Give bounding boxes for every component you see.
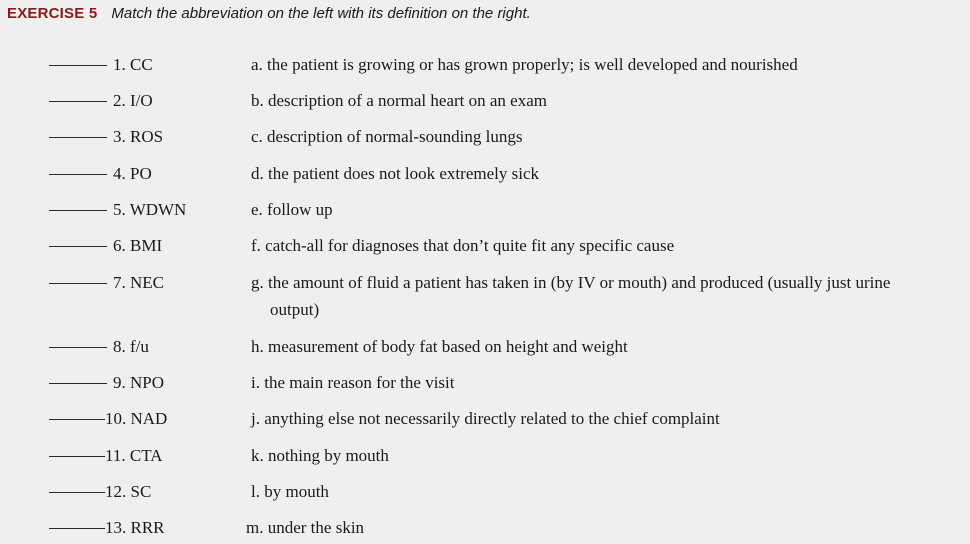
answer-blank[interactable] xyxy=(49,283,107,284)
answer-blank[interactable] xyxy=(49,65,107,66)
abbreviation: 1. CC xyxy=(113,55,153,74)
abbreviation: 10. NAD xyxy=(105,409,168,428)
answer-blank[interactable] xyxy=(49,419,105,420)
definition: c. description of normal-sounding lungs xyxy=(251,127,523,146)
answer-blank[interactable] xyxy=(49,347,107,348)
answer-blank[interactable] xyxy=(49,210,107,211)
definition: m. under the skin xyxy=(246,518,365,537)
exercise-label: EXERCISE 5 xyxy=(7,5,98,22)
answer-blank[interactable] xyxy=(49,174,107,175)
definition: k. nothing by mouth xyxy=(251,446,389,465)
definition-continuation: output) xyxy=(270,300,320,319)
abbreviation: 2. I/O xyxy=(113,91,153,110)
abbreviation: 5. WDWN xyxy=(113,200,187,219)
abbreviation: 7. NEC xyxy=(113,273,164,292)
exercise-header xyxy=(7,4,531,24)
definition: l. by mouth xyxy=(251,482,329,501)
definition: f. catch-all for diagnoses that don’t quite fit any specific cause xyxy=(251,236,675,255)
answer-blank[interactable] xyxy=(49,383,107,384)
definition: e. follow up xyxy=(251,200,333,219)
abbreviation: 6. BMI xyxy=(113,236,163,255)
definition: d. the patient does not look extremely sick xyxy=(251,164,539,183)
definition: g. the amount of fluid a patient has taken in (by IV or mouth) and produced (usually just urine xyxy=(251,273,891,292)
abbreviation: 4. PO xyxy=(113,164,152,183)
answer-blank[interactable] xyxy=(49,528,105,529)
answer-blank[interactable] xyxy=(49,246,107,247)
definition: j. anything else not necessarily directly related to the chief complaint xyxy=(251,409,720,428)
definition: b. description of a normal heart on an exam xyxy=(251,91,547,110)
abbreviation: 9. NPO xyxy=(113,373,165,392)
definition: h. measurement of body fat based on height and weight xyxy=(251,337,628,356)
exercise-instruction: Match the abbreviation on the left with its definition on the right. xyxy=(111,5,531,22)
definition: i. the main reason for the visit xyxy=(251,373,455,392)
abbreviation: 13. RRR xyxy=(105,518,165,537)
answer-blank[interactable] xyxy=(49,492,105,493)
abbreviation: 3. ROS xyxy=(113,127,164,146)
answer-blank[interactable] xyxy=(49,101,107,102)
answer-blank[interactable] xyxy=(49,456,105,457)
abbreviation: 12. SC xyxy=(105,482,152,501)
abbreviation: 11. CTA xyxy=(105,446,163,465)
definition: a. the patient is growing or has grown properly; is well developed and nourished xyxy=(251,55,798,74)
answer-blank[interactable] xyxy=(49,137,107,138)
abbreviation: 8. f/u xyxy=(113,337,149,356)
